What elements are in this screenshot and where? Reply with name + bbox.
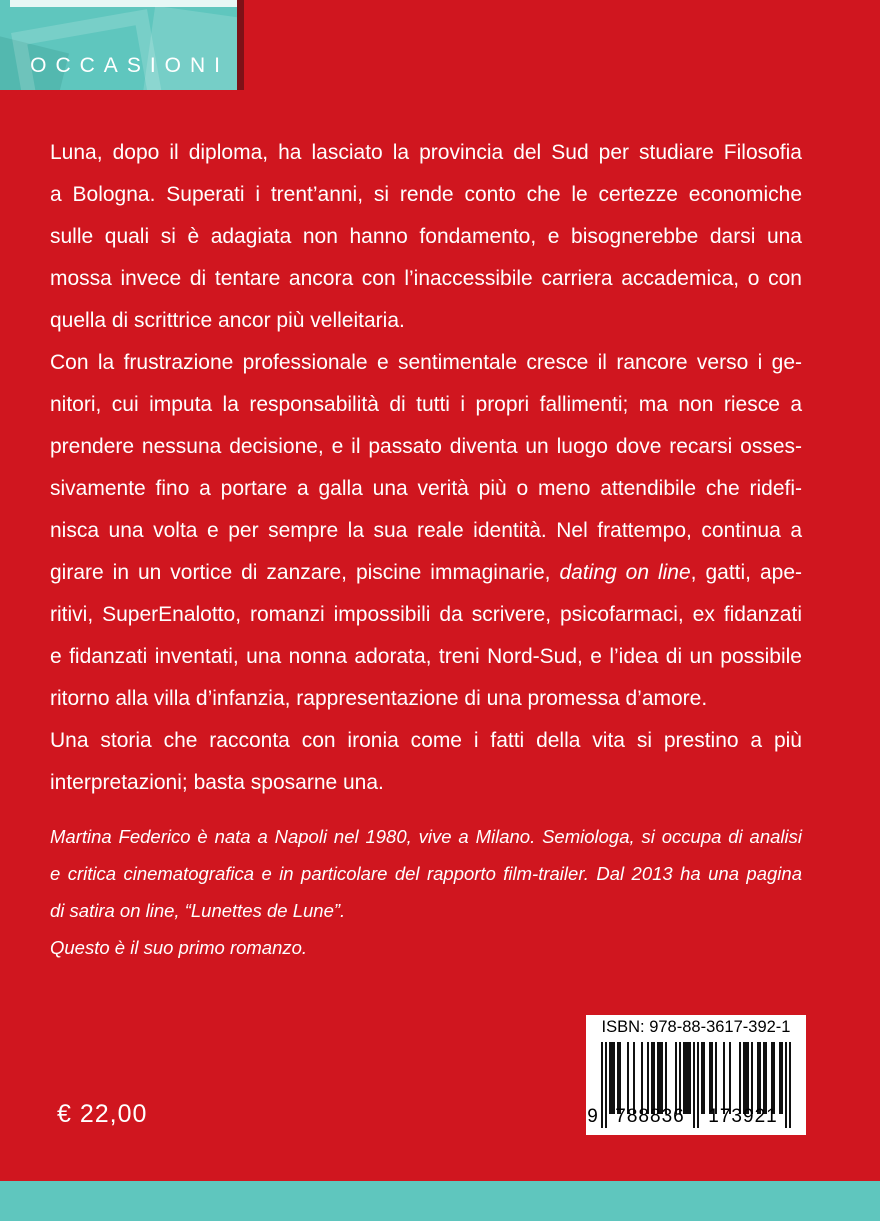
series-band — [0, 0, 237, 90]
bio-line — [50, 892, 802, 929]
band-top-strip — [10, 0, 237, 7]
barcode-module — [789, 1042, 791, 1128]
price-label: € 22,00 — [57, 1100, 148, 1128]
text-segment: nitori, cui imputa la responsabilità di tutti i propri fallimenti; ma non riesce a — [50, 393, 802, 416]
text-segment: Luna, dopo il diploma, ha lasciato la provincia del Sud per studiare Filosofia — [50, 141, 802, 164]
text-segment: sivamente fino a portare a galla una verità più o meno attendibile che ridefi- — [50, 477, 802, 500]
italic-text-segment: dating on line — [559, 561, 691, 584]
isbn-label: ISBN: 978-88-3617-392-1 — [601, 1018, 791, 1036]
series-band-shadow-edge — [237, 0, 244, 90]
synopsis-line — [50, 594, 802, 636]
italic-text-segment: Martina Federico è nata a Napoli nel 1980, vive a Milano. Semiologa, si occupa di analisi — [50, 826, 802, 847]
text-segment: Con la frustrazione professionale e sentimentale cresce il rancore verso i ge- — [50, 351, 802, 374]
text-segment: nisca una volta e per sempre la sua reale identità. Nel frattempo, continua a — [50, 519, 802, 542]
synopsis-line — [50, 174, 802, 216]
bio-line — [50, 929, 802, 966]
synopsis-line — [50, 216, 802, 258]
synopsis-line — [50, 510, 802, 552]
text-segment: ritorno alla villa d’infanzia, rappresentazione di una promessa d’amore. — [50, 687, 708, 710]
bio-line — [50, 818, 802, 855]
synopsis-text — [50, 132, 802, 804]
text-segment: mossa invece di tentare ancora con l’inaccessibile carriera accademica, o con — [50, 267, 802, 290]
synopsis-line — [50, 762, 802, 804]
synopsis-line — [50, 132, 802, 174]
barcode-digit-group: 173921 — [708, 1106, 778, 1127]
synopsis-line — [50, 384, 802, 426]
synopsis-line — [50, 636, 802, 678]
text-segment: prendere nessuna decisione, e il passato diventa un luogo dove recarsi osses- — [50, 435, 802, 458]
synopsis-line — [50, 342, 802, 384]
text-segment: ritivi, SuperEnalotto, romanzi impossibili da scrivere, psicofarmaci, ex fidanzati — [50, 603, 802, 626]
author-bio-text — [50, 818, 802, 966]
text-segment: a Bologna. Superati i trent’anni, si rende conto che le certezze economiche — [50, 183, 802, 206]
barcode-digit-group: 788836 — [615, 1106, 685, 1127]
text-segment: Una storia che racconta con ironia come i fatti della vita si prestino a più — [50, 729, 802, 752]
synopsis-line — [50, 258, 802, 300]
barcode-digit-group: 9 — [587, 1106, 599, 1127]
text-segment: sulle quali si è adagiata non hanno fondamento, e bisognerebbe darsi una — [50, 225, 802, 248]
italic-text-segment: di satira on line, “Lunettes de Lune”. — [50, 900, 346, 921]
text-segment: interpretazioni; basta sposarne una. — [50, 771, 384, 794]
series-label: OCCASIONI — [30, 54, 229, 77]
text-segment: , gatti, ape- — [690, 561, 803, 584]
text-segment: e fidanzati inventati, una nonna adorata, treni Nord-Sud, e l’idea di un possibile — [50, 645, 802, 668]
synopsis-line — [50, 300, 802, 342]
text-segment: girare in un vortice di zanzare, piscine immaginarie, — [50, 561, 560, 584]
synopsis-line — [50, 678, 802, 720]
synopsis-line — [50, 720, 802, 762]
text-segment: quella di scrittrice ancor più velleitaria. — [50, 309, 405, 332]
bio-line — [50, 855, 802, 892]
footer-band — [0, 1181, 880, 1221]
synopsis-line — [50, 552, 802, 594]
italic-text-segment: e critica cinematografica e in particolare del rapporto film-trailer. Dal 2013 ha una pagina — [50, 863, 802, 884]
synopsis-line — [50, 426, 802, 468]
barcode-panel — [586, 1015, 806, 1135]
synopsis-line — [50, 468, 802, 510]
italic-text-segment: Questo è il suo primo romanzo. — [50, 937, 308, 958]
